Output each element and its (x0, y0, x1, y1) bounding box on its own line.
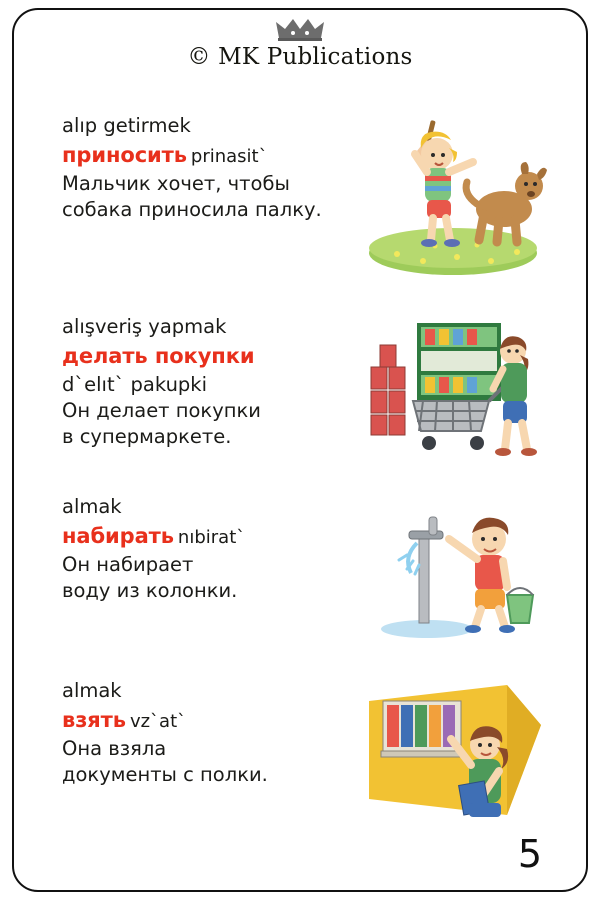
transliteration: d`elıt` pakupki (62, 373, 208, 397)
illustration-woman-taking-folder-from-shelf (352, 679, 552, 829)
russian-term: взять (62, 707, 126, 732)
example-sentence-line-2: документы с полки. (62, 762, 268, 786)
entry-list (62, 114, 562, 829)
russian-line (62, 523, 352, 550)
example-sentence-line-1: Мальчик хочет, чтобы (62, 172, 290, 196)
publisher-name: © MK Publications (187, 44, 413, 70)
russian-term: набирать (62, 523, 174, 548)
russian-line (62, 707, 352, 734)
example-sentence-line-2: в супермаркете. (62, 424, 232, 448)
russian-line (62, 142, 352, 169)
vocabulary-card (12, 8, 588, 892)
turkish-term: alıp getirmek (62, 114, 191, 137)
example-sentence-line-2: собака приносила палку. (62, 197, 322, 221)
transliteration: prinasit` (190, 145, 268, 167)
transliteration: nıbirat` (177, 526, 246, 548)
turkish-term: almak (62, 495, 122, 518)
vocabulary-entry (62, 114, 562, 279)
example-sentence-line-1: Он делает покупки (62, 398, 261, 422)
entry-text (62, 495, 352, 604)
transliteration: vz`at` (129, 710, 187, 732)
vocabulary-entry (62, 495, 562, 645)
vocabulary-entry (62, 679, 562, 829)
russian-term: делать покупки (62, 343, 255, 368)
illustration-woman-with-shopping-cart (352, 315, 552, 465)
example-sentence-line-2: воду из колонки. (62, 578, 238, 602)
turkish-term: almak (62, 679, 122, 702)
page-number: 5 (517, 832, 542, 876)
vocabulary-entry (62, 315, 562, 465)
entry-text (62, 114, 352, 223)
illustration-boy-filling-bucket-at-water-pump (352, 495, 552, 645)
entry-text (62, 679, 352, 788)
russian-line (62, 343, 352, 370)
illustration-boy-throwing-stick-for-dog (352, 114, 552, 279)
turkish-term: alışveriş yapmak (62, 315, 227, 338)
card-header (14, 16, 586, 70)
entry-text (62, 315, 352, 449)
russian-term: приносить (62, 142, 187, 167)
example-sentence-line-1: Он набирает (62, 553, 194, 577)
crown-logo-icon (14, 16, 586, 42)
example-sentence-line-1: Она взяла (62, 737, 167, 761)
